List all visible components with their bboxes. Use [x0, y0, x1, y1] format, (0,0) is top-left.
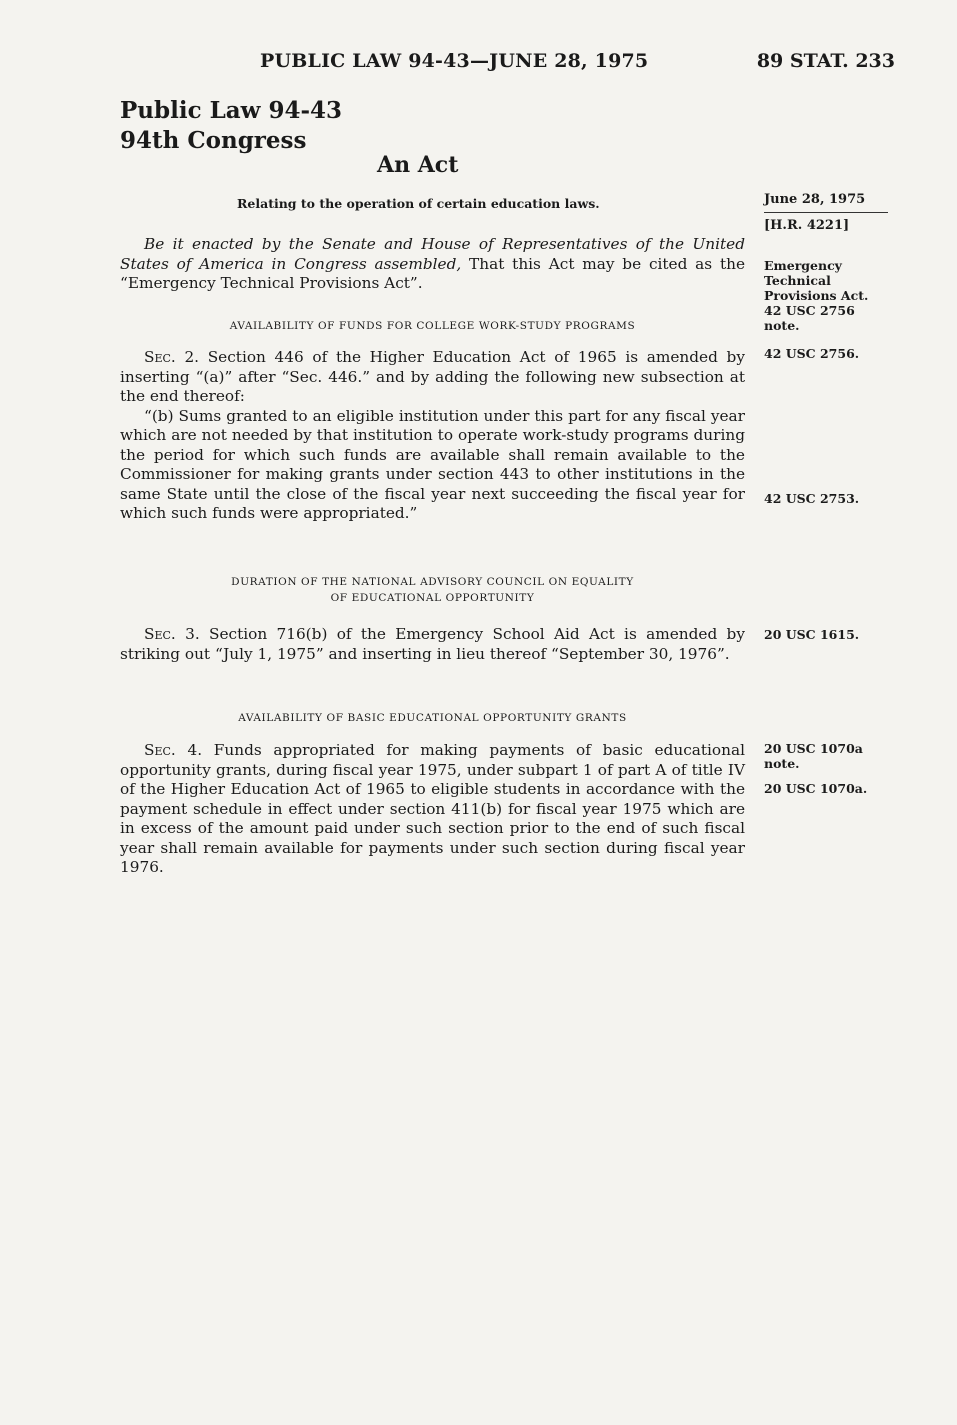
- enacting-formula: Be it enacted by the Senate and House of Representatives of the United States of America in Congress assembled,: [120, 235, 745, 273]
- law-identifier: [120, 96, 342, 156]
- public-law-number: Public Law 94-43: [120, 97, 343, 124]
- margin-note-line: 20 USC 1070a.: [764, 781, 868, 796]
- statute-page-number: 89 STAT. 233: [756, 50, 895, 72]
- act-purpose: Relating to the operation of certain education laws.: [237, 196, 600, 211]
- margin-note-sec2-a: 42 USC 2756.: [764, 346, 860, 361]
- margin-note-line: Provisions Act.: [764, 288, 869, 303]
- enactment-date-box: [764, 192, 888, 233]
- section-4-text: Funds appropriated for making payments of basic educational opportunity grants, during fiscal year 1975, under subpart 1 of part A of title IV of the Higher Education Act of 1965 to eligible students in accordance with the payment schedule in effect under section 411(b) for fiscal year 1975 which are in excess of the amount paid under such section prior to the end of such fiscal year shall remain available for payments under such section during fiscal year 1976.: [120, 741, 746, 876]
- enacting-clause: [120, 235, 745, 294]
- margin-note-short-title: [764, 258, 904, 333]
- margin-note-sec4: [764, 741, 904, 796]
- margin-note-line: Technical: [764, 273, 831, 288]
- section-3-heading-line1: DURATION OF THE NATIONAL ADVISORY COUNCIL ON EQUALITY: [231, 576, 634, 588]
- section-4-label: Sec. 4.: [144, 741, 203, 759]
- section-2-quoted-subsection: “(b) Sums granted to an eligible institution under this part for any fiscal year which are not needed by that institution to operate work-study programs during the period for which such funds are available shall remain available to the Commissioner for making grants under section 443 to other institutions in the same State until the close of the fiscal year next succeeding the fiscal year for which such funds were appropriated.”: [120, 406, 745, 522]
- section-2-label: Sec. 2.: [144, 348, 200, 366]
- section-2-body: [120, 348, 745, 524]
- bill-number: [H.R. 4221]: [764, 218, 850, 233]
- section-3-heading-line2: OF EDUCATIONAL OPPORTUNITY: [330, 592, 535, 604]
- margin-note-line: 20 USC 1070a: [764, 741, 863, 756]
- section-2-text: Section 446 of the Higher Education Act of 1965 is amended by inserting “(a)” after “Sec. 446.” and by adding the following new subsection at the end thereof:: [120, 348, 745, 405]
- margin-note-sec3: 20 USC 1615.: [764, 627, 860, 642]
- section-2-heading: AVAILABILITY OF FUNDS FOR COLLEGE WORK-STUDY PROGRAMS: [229, 320, 636, 332]
- section-3-label: Sec. 3.: [144, 625, 200, 643]
- margin-note-line: 42 USC 2756: [764, 303, 855, 318]
- section-3-body: [120, 625, 745, 664]
- running-header-title: PUBLIC LAW 94-43—JUNE 28, 1975: [260, 50, 649, 72]
- section-4-heading: AVAILABILITY OF BASIC EDUCATIONAL OPPORTUNITY GRANTS: [238, 712, 627, 724]
- section-3-heading: [120, 574, 745, 606]
- margin-note-line: note.: [764, 318, 800, 333]
- margin-note-line: note.: [764, 756, 800, 771]
- enactment-date: June 28, 1975: [764, 192, 888, 213]
- section-3-text: Section 716(b) of the Emergency School Aid Act is amended by striking out “July 1, 1975” and inserting in lieu thereof “September 30, 1976”.: [120, 625, 745, 663]
- congress-number: 94th Congress: [120, 127, 307, 154]
- margin-note-sec2-b: 42 USC 2753.: [764, 491, 860, 506]
- section-4-body: [120, 741, 745, 878]
- act-title: An Act: [377, 152, 459, 178]
- short-title-text: That this Act may be cited as the “Emergency Technical Provisions Act”.: [120, 254, 745, 292]
- margin-note-line: Emergency: [764, 258, 842, 273]
